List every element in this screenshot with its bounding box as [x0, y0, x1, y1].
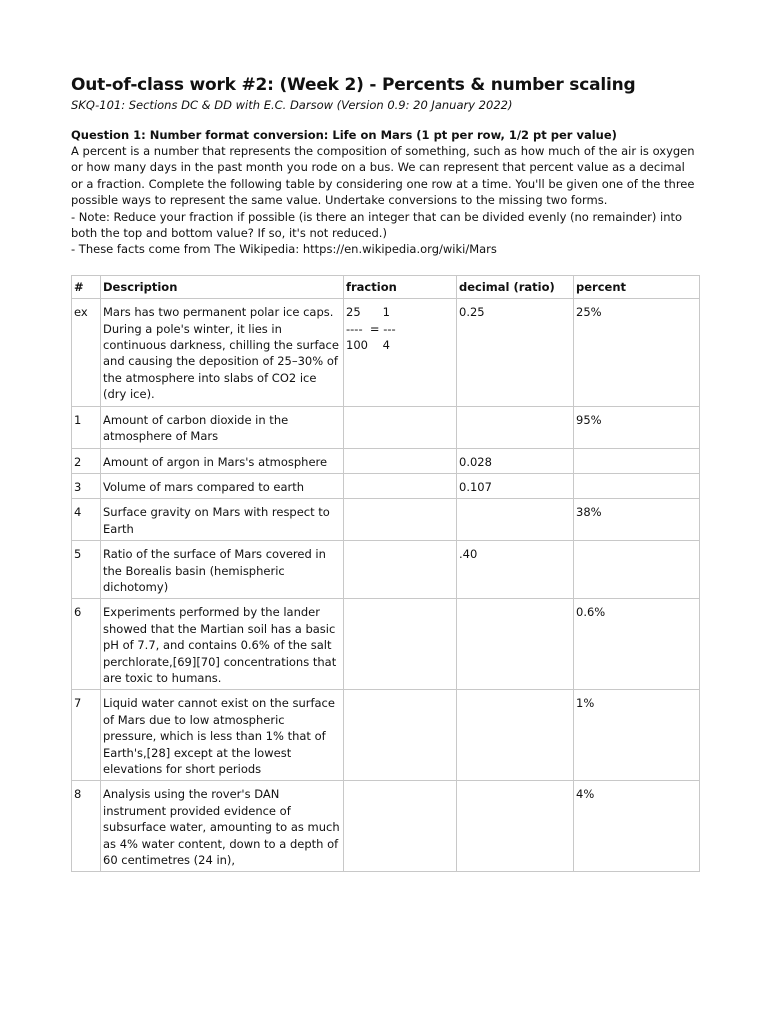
conversion-table [71, 275, 700, 873]
table-row [72, 690, 700, 781]
row-number-cell: 6 [72, 599, 101, 690]
decimal-answer-cell[interactable]: 0.107 [457, 473, 574, 498]
decimal-answer-cell[interactable] [457, 599, 574, 690]
row-description-cell: Liquid water cannot exist on the surface of Mars due to low atmospheric pressure, which is less than 1% that of Earth's,[28] except at the lowest elevations for short periods [101, 690, 344, 781]
percent-answer-cell[interactable] [574, 473, 700, 498]
question-instructions [71, 143, 699, 258]
decimal-answer-cell[interactable]: .40 [457, 541, 574, 599]
fraction-answer-cell[interactable] [344, 781, 457, 872]
row-number-cell: 4 [72, 499, 101, 541]
instructions-paragraph: A percent is a number that represents the composition of something, such as how much of the air is oxygen or how many days in the past month you rode on a bus. We can represent that percent value as a decimal or a fraction. Complete the following table by considering one row at a time. You'll be given one of the three possible ways to represent the same value. Undertake conversions to the missing two forms. [71, 144, 695, 208]
fraction-answer-cell[interactable] [344, 473, 457, 498]
table-row [72, 299, 700, 406]
decimal-answer-cell[interactable]: 0.25 [457, 299, 574, 406]
percent-answer-cell[interactable]: 95% [574, 406, 700, 448]
header-decimal: decimal (ratio) [457, 275, 574, 298]
decimal-answer-cell[interactable]: 0.028 [457, 448, 574, 473]
header-number: # [72, 275, 101, 298]
page-subtitle: SKQ-101: Sections DC & DD with E.C. Darsow (Version 0.9: 20 January 2022) [71, 98, 513, 112]
row-description-cell: Volume of mars compared to earth [101, 473, 344, 498]
row-number-cell: 8 [72, 781, 101, 872]
table-row [72, 599, 700, 690]
percent-answer-cell[interactable] [574, 541, 700, 599]
decimal-answer-cell[interactable] [457, 499, 574, 541]
percent-answer-cell[interactable] [574, 448, 700, 473]
table-row [72, 499, 700, 541]
table-row [72, 781, 700, 872]
row-description-cell: Surface gravity on Mars with respect to Earth [101, 499, 344, 541]
header-fraction: fraction [344, 275, 457, 298]
table-row [72, 473, 700, 498]
page-title: Out-of-class work #2: (Week 2) - Percents & number scaling [71, 75, 636, 95]
row-description-cell: Mars has two permanent polar ice caps. During a pole's winter, it lies in continuous darkness, chilling the surface and causing the deposition of 25–30% of the atmosphere into slabs of CO2 ice (dry ice). [101, 299, 344, 406]
header-percent: percent [574, 275, 700, 298]
row-description-cell: Analysis using the rover's DAN instrument provided evidence of subsurface water, amounting to as much as 4% water content, down to a depth of 60 centimetres (24 in), [101, 781, 344, 872]
decimal-answer-cell[interactable] [457, 781, 574, 872]
row-number-cell: 2 [72, 448, 101, 473]
percent-answer-cell[interactable]: 38% [574, 499, 700, 541]
row-number-cell: 1 [72, 406, 101, 448]
header-description: Description [101, 275, 344, 298]
row-number-cell: 7 [72, 690, 101, 781]
decimal-answer-cell[interactable] [457, 690, 574, 781]
source-paragraph: - These facts come from The Wikipedia: https://en.wikipedia.org/wiki/Mars [71, 242, 497, 257]
table-row [72, 448, 700, 473]
table-row [72, 541, 700, 599]
document-page [71, 74, 699, 872]
fraction-answer-cell[interactable] [344, 690, 457, 781]
row-description-cell: Experiments performed by the lander showed that the Martian soil has a basic pH of 7.7, and contains 0.6% of the salt perchlorate,[69][70] concentrations that are toxic to humans. [101, 599, 344, 690]
fraction-answer-cell[interactable] [344, 406, 457, 448]
row-number-cell: ex [72, 299, 101, 406]
table-row [72, 406, 700, 448]
percent-answer-cell[interactable]: 25% [574, 299, 700, 406]
question-title: Question 1: Number format conversion: Life on Mars (1 pt per row, 1/2 pt per value) [71, 128, 617, 142]
table-header-row [72, 275, 700, 298]
fraction-answer-cell[interactable]: 25 1 ---- = --- 100 4 [344, 299, 457, 406]
fraction-answer-cell[interactable] [344, 448, 457, 473]
row-number-cell: 5 [72, 541, 101, 599]
percent-answer-cell[interactable]: 4% [574, 781, 700, 872]
percent-answer-cell[interactable]: 0.6% [574, 599, 700, 690]
row-number-cell: 3 [72, 473, 101, 498]
row-description-cell: Ratio of the surface of Mars covered in the Borealis basin (hemispheric dichotomy) [101, 541, 344, 599]
fraction-answer-cell[interactable] [344, 541, 457, 599]
fraction-answer-cell[interactable] [344, 499, 457, 541]
table-body [72, 299, 700, 872]
row-description-cell: Amount of argon in Mars's atmosphere [101, 448, 344, 473]
fraction-answer-cell[interactable] [344, 599, 457, 690]
note-paragraph: - Note: Reduce your fraction if possible (is there an integer that can be divided evenly (no remainder) into both the top and bottom value? If so, it's not reduced.) [71, 209, 683, 241]
decimal-answer-cell[interactable] [457, 406, 574, 448]
percent-answer-cell[interactable]: 1% [574, 690, 700, 781]
row-description-cell: Amount of carbon dioxide in the atmosphere of Mars [101, 406, 344, 448]
